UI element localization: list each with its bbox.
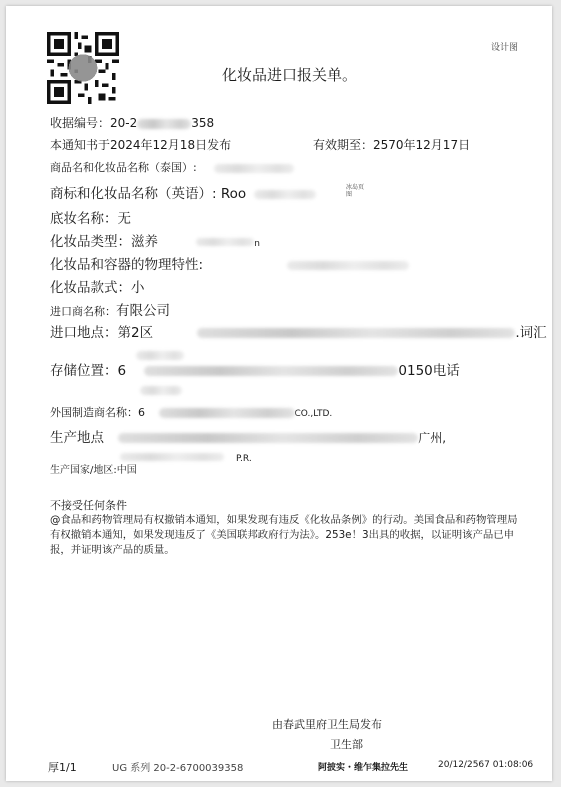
foreign-manufacturer-label: 外国制造商名称：6 [50, 406, 145, 419]
storage-location [50, 359, 460, 379]
redaction [214, 164, 294, 173]
cosmetic-style: 化妆品款式：小 [50, 280, 145, 296]
physical-properties-label: 化妆品和容器的物理特性: [50, 257, 204, 273]
redaction [196, 238, 254, 246]
valid-until-date: 有效期至：2570年12月17日 [313, 138, 471, 152]
redaction [287, 261, 409, 270]
issuer: 由春武里府卫生局发布 [272, 718, 382, 731]
receipt-number-label: 收据编号：20-2 [50, 116, 138, 130]
redaction [118, 433, 418, 443]
design-label: 设计图 [491, 43, 519, 53]
import-location-label: 进口地点：第2区 [50, 325, 154, 341]
production-location-label: 生产地点 [50, 430, 104, 446]
document-series: UG 系列 20-2-6700039358 [112, 763, 244, 774]
product-name-thai [50, 159, 294, 175]
production-location-line-2 [120, 446, 252, 465]
signed-datetime: 20/12/2567 01:08:06 [438, 760, 534, 770]
cosmetic-type-tail: n [254, 239, 261, 249]
production-location-tail: 广州, [418, 431, 447, 445]
foreign-manufacturer-tail: CO.,LTD. [294, 409, 333, 419]
redaction [120, 453, 224, 461]
notice-issued-date: 本通知书于2024年12月18日发布 [50, 138, 232, 152]
product-name-english-label: 商标和化妆品名称（英语）: Roo [50, 186, 247, 202]
conditions-body: @食品和药物管理局有权撤销本通知，如果发现有违反《化妆品条例》的行动。美国食品和药物管理局有权撤销本通知，如果发现违反了《美国联邦政府行为法》。253e！3出具的收据，以证明该产品已申报，并证明该产品的质量。 [50, 514, 518, 556]
product-name-note [346, 184, 364, 198]
foreign-manufacturer [50, 404, 332, 420]
production-location-sub-tail: P.R. [236, 454, 252, 464]
redaction [144, 366, 398, 376]
receipt-number-tail: 358 [191, 116, 215, 130]
import-location-tail: .词汇 [515, 325, 547, 341]
production-country: 生产国家/地区:中国 [50, 465, 137, 476]
redaction [137, 119, 191, 129]
redaction [140, 386, 182, 395]
qr-code [47, 32, 119, 104]
base-makeup-name: 底妆名称：无 [50, 211, 131, 227]
storage-location-tail: 0150电话 [398, 363, 460, 379]
document-title: 化妆品进口报关单。 [222, 66, 358, 84]
redaction [159, 408, 295, 418]
importer-name [50, 299, 170, 319]
redaction [197, 328, 515, 338]
page-number: 厚1/1 [48, 761, 77, 774]
signer-name: 阿披实・维乍集拉先生 [318, 763, 409, 773]
storage-location-label: 存储位置：6 [50, 363, 127, 379]
importer-label: 进口商名称： [50, 305, 116, 318]
department: 卫生部 [330, 738, 363, 751]
receipt-number [50, 114, 214, 131]
product-name-thai-label: 商品名和化妆品名称（泰国）: [50, 161, 197, 174]
storage-location-line-2 [140, 380, 182, 399]
production-location [50, 426, 446, 446]
note-line-1: 冰岛页 [346, 184, 365, 191]
redaction [254, 190, 316, 199]
product-name-english [50, 182, 316, 202]
importer-value: 有限公司 [116, 303, 170, 319]
import-location [50, 321, 547, 341]
cosmetic-type [50, 230, 260, 250]
physical-properties [50, 253, 409, 273]
note-line-2: 图 [346, 191, 353, 198]
conditions-heading: 不接受任何条件 [50, 499, 127, 512]
cosmetic-type-label: 化妆品类型：滋养 [50, 234, 158, 250]
